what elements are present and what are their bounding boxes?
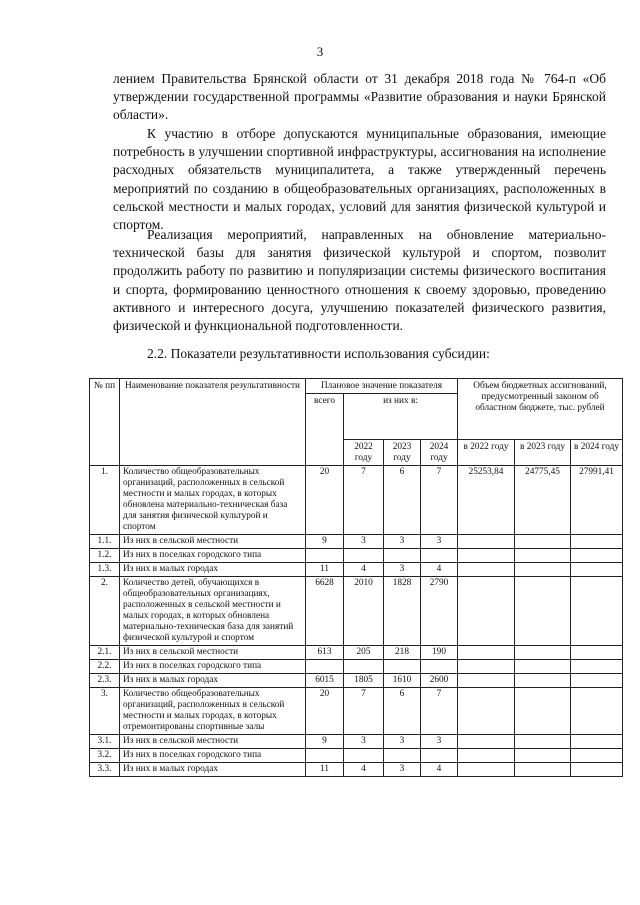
row-num: 1.2. [90,549,120,563]
row-budget-2024 [571,674,623,688]
row-num: 3.3. [90,763,120,777]
table-body [90,466,623,777]
row-name: Из них в сельской местности [120,535,306,549]
row-budget-2022 [458,749,515,763]
row-total [306,749,344,763]
paragraph-3: Реализация мероприятий, направленных на обновление материально-технической базы для занятия физической культурой и спортом, позволит продолжить работу по развитию и популяризации системы физического воспитания и спорта, формированию ценностного отношения к своему здоровью, проведению активного и интересного досуга, улучшению показателей физического развития, физической и функциональной подготовленности. [113,227,606,334]
row-budget-2024 [571,646,623,660]
row-budget-2024 [571,688,623,735]
row-budget-2023 [515,646,571,660]
row-budget-2022 [458,577,515,646]
row-budget-2024 [571,660,623,674]
row-2022: 3 [344,735,384,749]
row-2022: 1805 [344,674,384,688]
header-2024: 2024 году [421,440,458,466]
row-total: 613 [306,646,344,660]
row-budget-2022: 25253,84 [458,466,515,535]
row-budget-2023 [515,688,571,735]
table-row [90,735,623,749]
row-2022: 3 [344,535,384,549]
header-2023: 2023 году [384,440,421,466]
row-total: 6628 [306,577,344,646]
row-2022: 7 [344,466,384,535]
header-plan: Плановое значение показателя [306,379,458,394]
header-name: Наименование показателя результативности [120,379,306,466]
row-2022: 7 [344,688,384,735]
row-2023: 6 [384,466,421,535]
table-row [90,577,623,646]
row-2024 [421,749,458,763]
row-budget-2023 [515,563,571,577]
row-2024: 4 [421,763,458,777]
row-2022: 205 [344,646,384,660]
row-2023 [384,549,421,563]
row-total: 11 [306,763,344,777]
row-budget-2024 [571,549,623,563]
row-budget-2022 [458,563,515,577]
row-2024: 190 [421,646,458,660]
header-of-them: из них в: [344,394,458,440]
row-num: 2. [90,577,120,646]
header-total: всего [306,394,344,466]
row-budget-2024 [571,749,623,763]
row-name: Количество общеобразовательных организаций, расположенных в сельской местности и малых городах, в которых обновлена материально-техническая база для занятия физической культурой и спортом [120,466,306,535]
paragraph-2: К участию в отборе допускаются муниципальные образования, имеющие потребность в улучшении спортивной инфраструктуры, ассигнования на исполнение расходных обязательств муниципалитета, а также утвержденный перечень мероприятий по созданию в общеобразовательных организациях, расположенных в сельской местности и малых городах, условий для занятия физической культурой и спортом. [113,126,606,233]
row-2024 [421,660,458,674]
table-row [90,660,623,674]
row-budget-2023 [515,535,571,549]
row-budget-2023 [515,660,571,674]
row-total: 20 [306,466,344,535]
row-2023: 1610 [384,674,421,688]
row-2023: 3 [384,563,421,577]
row-name: Из них в поселках городского типа [120,549,306,563]
row-2022 [344,549,384,563]
row-budget-2023 [515,577,571,646]
header-budget-2024: в 2024 году [571,440,623,466]
row-budget-2023 [515,735,571,749]
row-2022: 4 [344,563,384,577]
row-total: 9 [306,535,344,549]
header-budget: Объем бюджетных ассигнований, предусмотренный законом об областном бюджете, тыс. рублей [458,379,623,440]
row-budget-2022 [458,646,515,660]
row-2022: 4 [344,763,384,777]
row-2024: 7 [421,688,458,735]
row-total: 11 [306,563,344,577]
row-2023 [384,660,421,674]
row-2024 [421,549,458,563]
header-budget-2023: в 2023 году [515,440,571,466]
row-2023: 1828 [384,577,421,646]
table-row [90,563,623,577]
row-total: 20 [306,688,344,735]
row-budget-2022 [458,735,515,749]
row-budget-2023 [515,749,571,763]
table-row [90,688,623,735]
row-2024: 3 [421,735,458,749]
row-num: 2.1. [90,646,120,660]
indicators-table [89,378,623,777]
row-budget-2022 [458,763,515,777]
row-2024: 3 [421,535,458,549]
row-budget-2022 [458,674,515,688]
table-row [90,549,623,563]
row-budget-2024: 27991,41 [571,466,623,535]
row-2022 [344,749,384,763]
header-num: № пп [90,379,120,466]
row-name: Из них в сельской местности [120,735,306,749]
row-budget-2024 [571,535,623,549]
row-total [306,549,344,563]
row-num: 3.1. [90,735,120,749]
row-budget-2024 [571,563,623,577]
row-budget-2024 [571,763,623,777]
row-total: 6015 [306,674,344,688]
row-2024: 2790 [421,577,458,646]
row-num: 1. [90,466,120,535]
row-2022: 2010 [344,577,384,646]
row-budget-2023 [515,763,571,777]
row-budget-2023 [515,549,571,563]
row-2023: 218 [384,646,421,660]
table-row [90,646,623,660]
row-num: 1.1. [90,535,120,549]
table-row [90,535,623,549]
row-name: Из них в поселках городского типа [120,749,306,763]
table-row [90,749,623,763]
row-budget-2023 [515,674,571,688]
row-name: Из них в малых городах [120,563,306,577]
row-budget-2022 [458,660,515,674]
row-name: Количество общеобразовательных организаций, расположенных в сельской местности и малых городах, в которых отремонтированы спортивные залы [120,688,306,735]
section-heading: 2.2. Показатели результативности использования субсидии: [147,346,490,361]
row-budget-2024 [571,735,623,749]
row-2023: 3 [384,735,421,749]
row-2023: 3 [384,535,421,549]
row-total [306,660,344,674]
row-2024: 4 [421,563,458,577]
row-name: Из них в поселках городского типа [120,660,306,674]
row-budget-2024 [571,577,623,646]
row-budget-2022 [458,549,515,563]
row-budget-2023: 24775,45 [515,466,571,535]
row-budget-2022 [458,688,515,735]
table-row [90,674,623,688]
row-num: 1.3. [90,563,120,577]
row-num: 2.2. [90,660,120,674]
row-2022 [344,660,384,674]
row-name: Количество детей, обучающихся в общеобразовательных организациях, расположенных в сельской местности и малых городах, в которых обновлена материально-техническая база для занятий физической культурой и спортом [120,577,306,646]
header-2022: 2022 году [344,440,384,466]
row-num: 2.3. [90,674,120,688]
row-total: 9 [306,735,344,749]
row-2023: 6 [384,688,421,735]
table-row [90,466,623,535]
row-2024: 7 [421,466,458,535]
row-2023: 3 [384,763,421,777]
page-number: 3 [316,44,324,59]
row-name: Из них в малых городах [120,674,306,688]
row-2023 [384,749,421,763]
row-budget-2022 [458,535,515,549]
paragraph-1: лением Правительства Брянской области от 31 декабря 2018 года № 764-п «Об утверждении государственной программы «Развитие образования и науки Брянской области». [113,71,606,123]
row-num: 3. [90,688,120,735]
row-name: Из них в сельской местности [120,646,306,660]
row-name: Из них в малых городах [120,763,306,777]
table-row [90,763,623,777]
row-num: 3.2. [90,749,120,763]
row-2024: 2600 [421,674,458,688]
header-budget-2022: в 2022 году [458,440,515,466]
